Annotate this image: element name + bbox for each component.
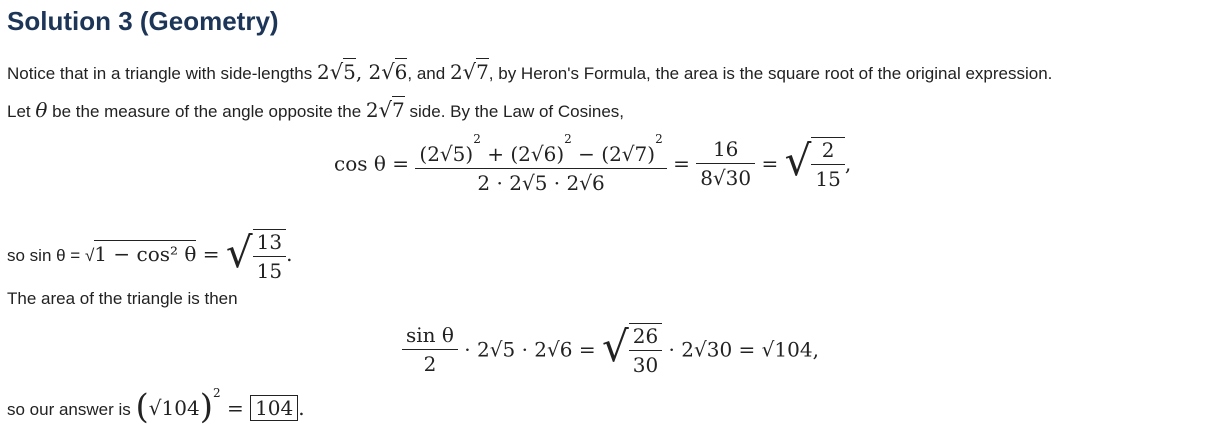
theta-description: be the measure of the angle opposite the	[47, 102, 366, 121]
equals: =	[673, 151, 690, 176]
cos-fraction	[415, 132, 666, 195]
cos-fraction-numerator: $(2√5)^2 + (2√6)^2 - (2√7)^2$	[419, 132, 663, 166]
ratio-fraction: $\frac{26}{30}$	[629, 323, 662, 377]
heron-rest: , by Heron's Formula, the area is the square root of the original expression.	[488, 64, 1053, 83]
law-of-cosines-text: side. By the Law of Cosines,	[404, 102, 625, 121]
theta-symbol: θ	[35, 98, 48, 122]
cos-theta-lhs: cos θ =	[334, 151, 410, 176]
simplified-fraction: $\frac{16}{8√30}$	[696, 137, 755, 190]
answer-intro: so our answer is	[7, 400, 136, 419]
side-length-1: 2√5	[316, 60, 356, 84]
side-length-2: 2√6	[368, 60, 408, 84]
solution-title: Solution 3 (Geometry)	[7, 6, 279, 36]
sine-expression: so sin θ = √1 − cos² θ = √ $\frac{13}{15}$ .	[7, 228, 293, 283]
side-length-3: 2√7	[449, 60, 489, 84]
equals: =	[761, 151, 779, 176]
paragraph-heron	[7, 60, 1052, 84]
heron-intro: Notice that in a triangle with side-lengths	[7, 64, 317, 83]
sqrt-sign: √	[784, 136, 812, 185]
opposite-side: 2√7	[365, 98, 405, 122]
cos-fraction-denominator: 2 · 2√5 · 2√6	[415, 168, 666, 195]
paragraph-area: The area of the triangle is then	[7, 289, 238, 308]
and-text: , and	[407, 64, 450, 83]
sin-over-two: $\frac{\text{sin θ}}{2}$	[402, 323, 458, 376]
law-of-cosines-equation: cos θ = $\frac{(2√5)^2 + (2√6)^2 - (2√7)^2}{2 \cdot 2√5 \cdot 2√6}$ = $\frac{16}{8√30}$ = √ $\frac{2}{15}$ ,	[334, 132, 852, 195]
final-answer-box: 104	[250, 395, 298, 421]
paragraph-answer	[7, 386, 305, 427]
paragraph-theta	[7, 98, 624, 122]
area-equation: $\frac{\text{sin θ}}{2}$ · 2√5 · 2√6 = √ $\frac{26}{30}$ · 2√30 = √104,	[402, 322, 819, 377]
paragraph-sine	[7, 228, 292, 283]
answer-expression: $(√104)^2 = 104$ .	[135, 386, 305, 427]
let-text: Let	[7, 102, 36, 121]
comma: ,	[355, 60, 369, 84]
sqrt-fraction: $\frac{2}{15}$	[811, 137, 844, 191]
